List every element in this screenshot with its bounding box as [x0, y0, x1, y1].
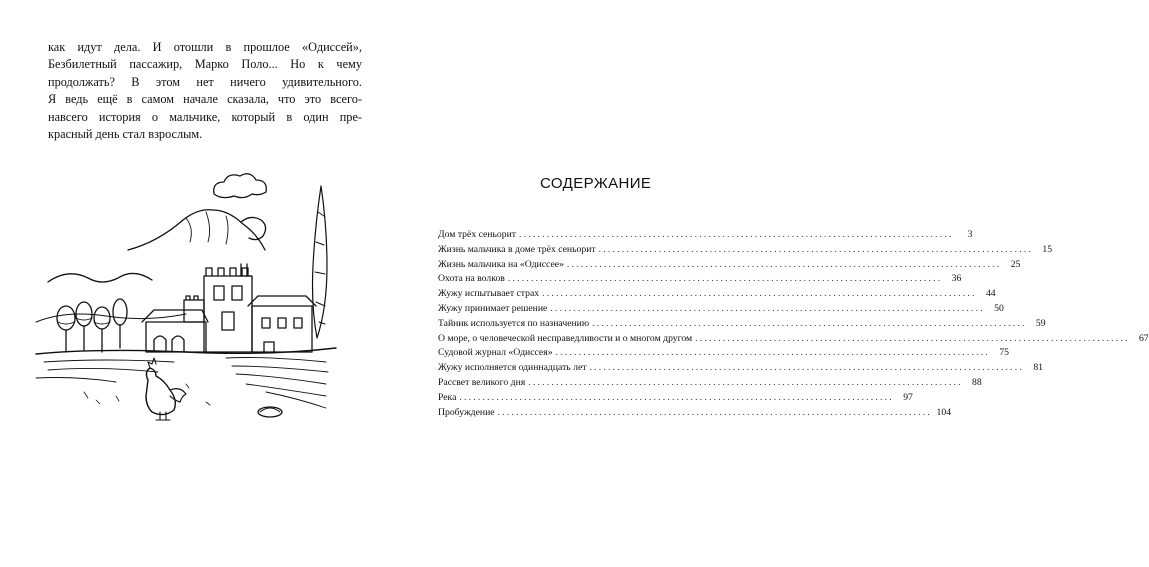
toc-entry[interactable]	[438, 347, 1010, 362]
toc-entry-title: О море, о человеческой несправедливости и о многом другом	[438, 332, 693, 344]
dot-leader: ..............................................................................................	[542, 288, 977, 300]
toc-entry[interactable]	[438, 243, 1053, 259]
toc-entry-title: Охота на волков	[438, 273, 505, 285]
toc-entry-title: Жизнь мальчика в доме трёх сеньорит	[438, 243, 596, 255]
body-paragraph	[48, 39, 362, 143]
dot-leader: ..............................................................................................	[528, 376, 963, 388]
text-line: Безбилетный пассажир, Марко Поло... Но к чему	[48, 57, 362, 72]
toc-entry-title: Жизнь мальчика на «Одиссее»	[438, 258, 564, 270]
toc-entry[interactable]	[438, 288, 996, 303]
toc-entry-page: 104	[936, 406, 952, 418]
toc-entry-page: 50	[994, 302, 1004, 314]
toc-entry[interactable]	[438, 302, 1004, 318]
toc-entry-title: Рассвет великого дня	[438, 376, 526, 388]
dot-leader: ..............................................................................................	[507, 273, 943, 285]
toc-entry[interactable]	[438, 273, 962, 288]
toc-entry-page: 88	[972, 376, 982, 388]
toc-entry-page: 3	[967, 229, 973, 240]
text-line: как идут дела. И отошли в прошлое «Одиссей»,	[48, 40, 362, 54]
dot-leader: ..............................................................................................	[566, 258, 1002, 270]
toc-entry-title: Тайник используется по назначению	[438, 317, 590, 329]
toc-entry-title: Жужу исполняется одиннадцать лет	[438, 362, 587, 374]
toc-entry-title: Дом трёх сеньорит	[438, 229, 517, 240]
dot-leader: ..............................................................................................	[555, 347, 991, 359]
toc-entry[interactable]	[438, 391, 913, 407]
toc-entry-title: Река	[438, 391, 457, 403]
toc-entry[interactable]	[438, 362, 1043, 377]
toc-entry-title: Судовой журнал «Одиссея»	[438, 347, 553, 359]
dot-leader: ..............................................................................................	[589, 362, 1024, 374]
dot-leader: ..............................................................................................	[598, 243, 1034, 255]
toc-heading: СОДЕРЖАНИЕ	[540, 175, 652, 192]
toc-entry-page: 75	[999, 347, 1010, 359]
toc-entry-page: 81	[1033, 362, 1043, 374]
village-sketch-illustration	[36, 172, 336, 430]
text-line: красный день стал взрослым.	[48, 127, 203, 142]
toc-entry-title: Пробуждение	[438, 406, 495, 418]
left-page	[0, 0, 399, 567]
toc-entry-page: 36	[951, 273, 962, 285]
toc-entry-page: 67	[1138, 332, 1149, 344]
dot-leader: ..............................................................................................	[497, 406, 933, 418]
toc-entry[interactable]	[438, 258, 1021, 274]
dot-leader: ..............................................................................................	[550, 302, 985, 314]
toc-entry-page: 59	[1035, 317, 1046, 329]
text-line: Я ведь ещё в самом начале сказала, что это всего-	[48, 92, 362, 107]
dot-leader: ..............................................................................................	[695, 332, 1130, 344]
toc-entry[interactable]	[438, 229, 973, 244]
dot-leader: ..............................................................................................	[459, 391, 894, 403]
toc-entry[interactable]	[438, 332, 1149, 348]
toc-entry-page: 97	[903, 391, 913, 403]
right-page	[400, 0, 1149, 567]
toc-entry-page: 25	[1010, 258, 1021, 270]
text-line: навсего история о мальчике, который в один пре-	[48, 109, 362, 124]
text-line: продолжать? В этом нет ничего удивительного.	[48, 74, 362, 89]
toc-entry[interactable]	[438, 376, 982, 392]
dot-leader: ..............................................................................................	[592, 317, 1027, 329]
dot-leader: ..............................................................................................	[519, 229, 954, 240]
table-of-contents	[438, 229, 1149, 421]
toc-entry-page: 44	[985, 288, 996, 300]
toc-entry-title: Жужу принимает решение	[438, 302, 548, 314]
toc-entry-title: Жужу испытывает страх	[438, 288, 540, 300]
toc-entry[interactable]	[438, 406, 952, 422]
toc-entry[interactable]	[438, 317, 1046, 333]
toc-entry-page: 15	[1042, 243, 1053, 255]
